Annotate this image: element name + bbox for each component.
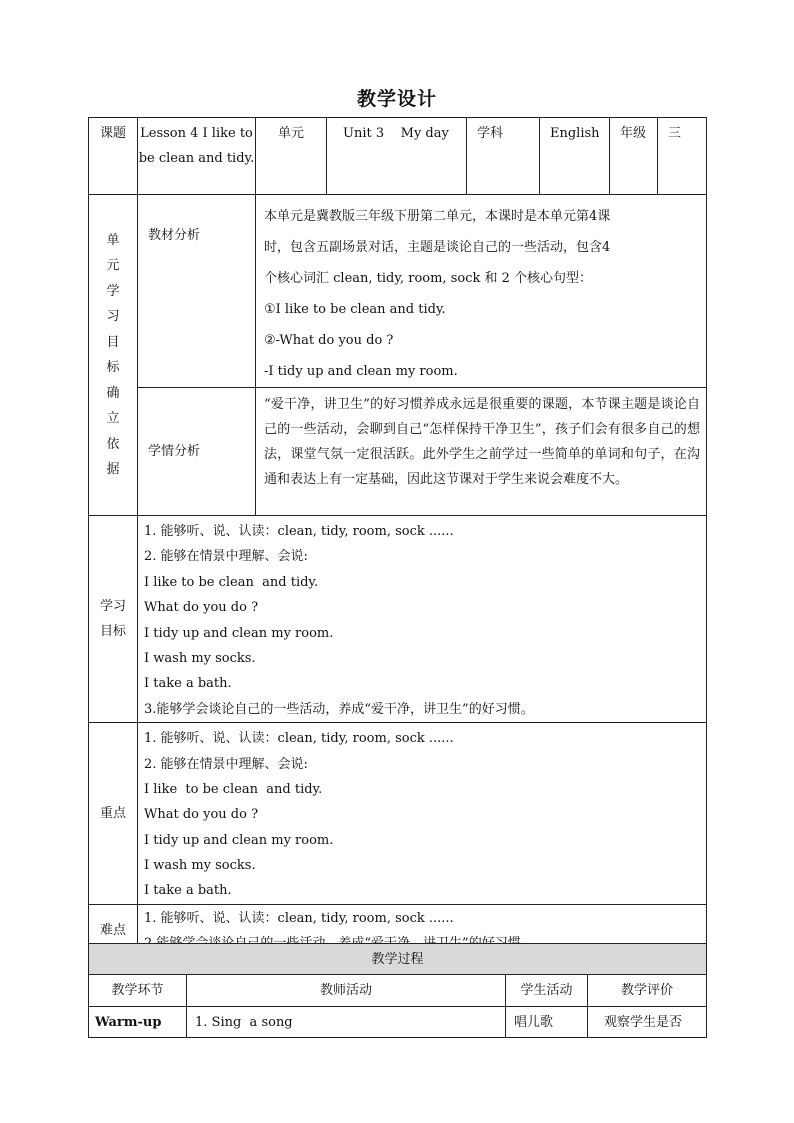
- material-line: 本单元是冀教版三年级下册第二单元，本课时是本单元第4课: [264, 209, 611, 224]
- material-line: ①I like to be clean and tidy.: [264, 302, 446, 317]
- material-analysis-content: [256, 195, 707, 388]
- objectives-label: 学习 目标: [89, 516, 138, 723]
- subject-label: 学科: [467, 118, 540, 195]
- teaching-process-table: [88, 943, 707, 1038]
- evaluation-cell: 观察学生是否: [588, 1007, 707, 1038]
- column-header: 教学评价: [588, 975, 707, 1007]
- material-line: ②-What do you do ?: [264, 333, 394, 348]
- material-analysis-label: 教材分析: [138, 195, 256, 388]
- material-line: -I tidy up and clean my room.: [264, 364, 458, 379]
- process-title-row: [89, 944, 707, 975]
- lesson-plan-table: [88, 117, 707, 958]
- key-points-row: [89, 723, 707, 905]
- grade-label: 年级: [610, 118, 658, 195]
- stage-cell: Warm-up: [89, 1007, 187, 1038]
- grade-value: 三: [658, 118, 707, 195]
- student-analysis-label: 学情分析: [138, 388, 256, 516]
- difficulties-label: 难点: [89, 904, 138, 957]
- objective-line: I tidy up and clean my room.: [144, 625, 334, 641]
- topic-label: 课题: [89, 118, 138, 195]
- key-point-line: 2. 能够在情景中理解、会说:: [144, 756, 308, 772]
- material-line: 个核心词汇 clean, tidy, room, sock 和 2 个核心句型：: [264, 271, 593, 286]
- objectives-row: [89, 516, 707, 723]
- subject-value: English: [540, 118, 610, 195]
- column-header: 教学环节: [89, 975, 187, 1007]
- student-activity-cell: 唱儿歌: [506, 1007, 588, 1038]
- column-header: 教师活动: [187, 975, 506, 1007]
- student-analysis-content: “爱干净，讲卫生”的好习惯养成永远是很重要的课题，本节课主题是谈论自己的一些活动，会聊到自己“怎样保持干净卫生”，孩子们会有很多自己的想法，课堂气氛一定很活跃。此外学生之前学过一些简单的单词和句子，在沟通和表达上有一定基础，因此这节课对于学生来说会难度不大。: [256, 388, 707, 516]
- objective-line: 1. 能够听、说、认读：clean, tidy, room, sock ......: [144, 524, 454, 539]
- key-point-line: I take a bath.: [144, 883, 232, 899]
- process-section-title: 教学过程: [89, 944, 707, 975]
- basis-label: 单 元 学 习 目 标 确 立 依 据: [89, 195, 138, 516]
- key-point-line: 1. 能够听、说、认读：clean, tidy, room, sock ......: [144, 731, 454, 747]
- topic-value: Lesson 4 I like to be clean and tidy.: [138, 118, 256, 195]
- column-header: 学生活动: [506, 975, 588, 1007]
- material-line: 时，包含五副场景对话，主题是谈论自己的一些活动，包含4: [264, 240, 611, 255]
- key-point-line: I tidy up and clean my room.: [144, 832, 334, 848]
- difficulty-line: 1. 能够听、说、认读：clean, tidy, room, sock ......: [144, 910, 454, 926]
- objective-line: 3.能够学会谈论自己的一些活动，养成“爱干净，讲卫生”的好习惯。: [144, 701, 534, 717]
- key-point-line: I like to be clean and tidy.: [144, 781, 323, 797]
- objective-line: 2. 能够在情景中理解、会说:: [144, 549, 308, 565]
- objective-line: I take a bath.: [144, 676, 232, 692]
- objectives-content: [138, 516, 707, 723]
- material-analysis-row: [89, 195, 707, 388]
- teacher-activity-cell: 1. Sing a song: [187, 1007, 506, 1038]
- key-points-label: 重点: [89, 723, 138, 905]
- key-point-line: I wash my socks.: [144, 858, 256, 874]
- objective-line: I like to be clean and tidy.: [144, 574, 319, 590]
- unit-label: 单元: [256, 118, 327, 195]
- objective-line: I wash my socks.: [144, 650, 256, 666]
- process-row: [89, 1007, 707, 1038]
- student-analysis-row: [89, 388, 707, 516]
- process-header-row: [89, 975, 707, 1007]
- header-row: [89, 118, 707, 195]
- objective-line: What do you do ?: [144, 600, 259, 616]
- key-points-content: [138, 723, 707, 905]
- unit-value: Unit 3 My day: [327, 118, 467, 195]
- document-title: 教学设计: [356, 88, 437, 110]
- key-point-line: What do you do ?: [144, 807, 259, 823]
